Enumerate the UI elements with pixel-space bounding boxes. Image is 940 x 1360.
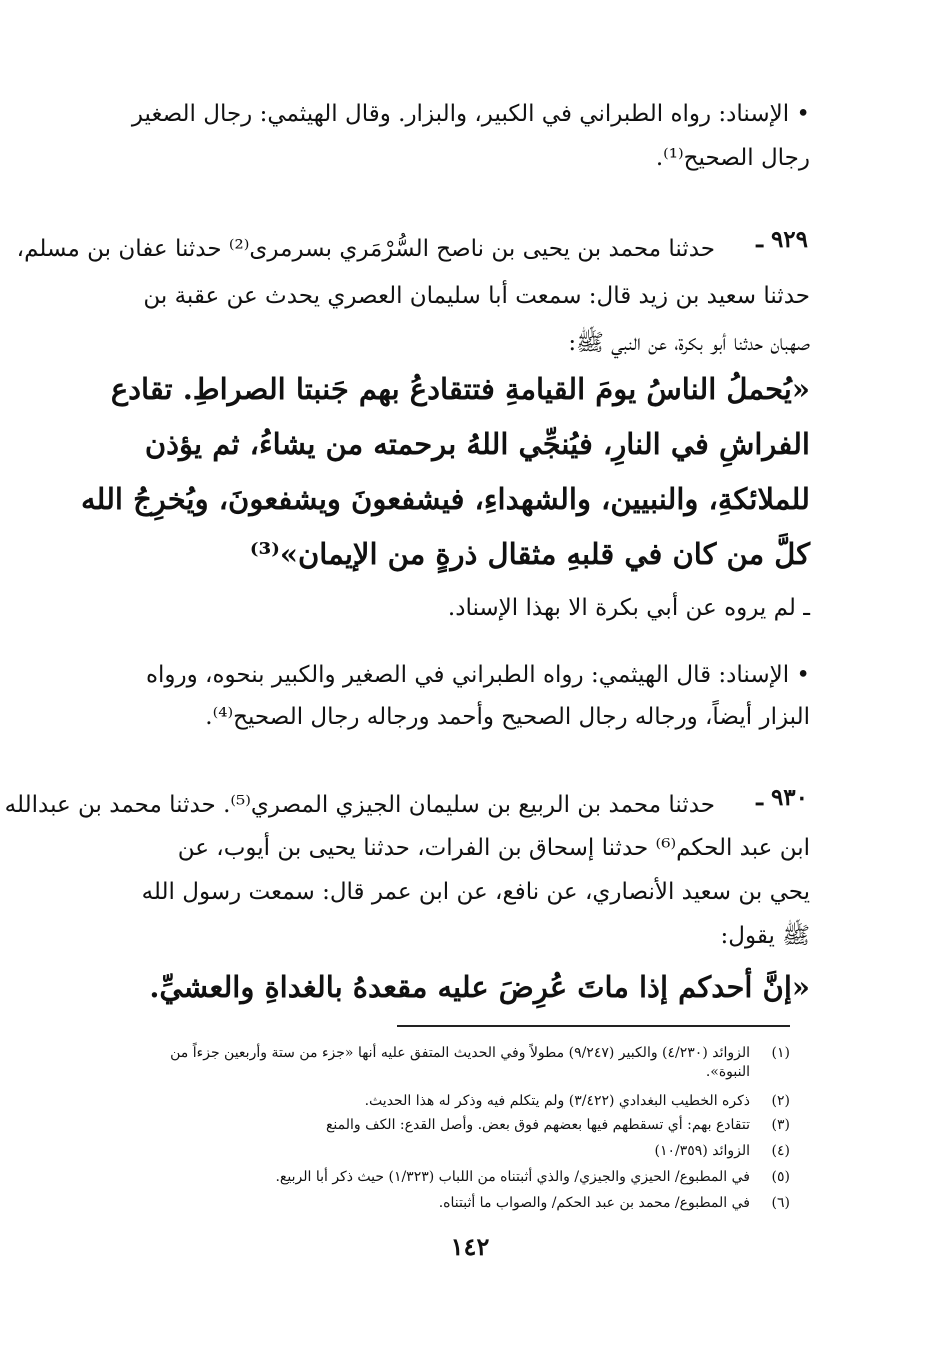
text-line: رجال الصحيح⁽¹⁾.	[655, 145, 810, 171]
text-line: ابن عبد الحكم⁽⁶⁾ حدثنا إسحاق بن الفرات، حدثنا يحيى بن أيوب، عن	[177, 835, 810, 861]
text-line: للملائكةِ، والنبيين، والشهداءِ، فيشفعونَ ويشفعونَ، ويُخرِجُ الله	[80, 482, 810, 516]
footnote-number: (٦)	[771, 1195, 790, 1211]
narration-remark	[70, 588, 810, 628]
footnote-rule	[397, 1025, 790, 1027]
text-line: • الإسناد: قال الهيثمي: رواه الطبراني في الصغير والكبير بنحوه، ورواه	[145, 662, 810, 688]
text-line: حدثنا محمد بن يحيى بن ناصح السُّرْمَري بسرمرى⁽²⁾ حدثنا عفان بن مسلم،	[16, 236, 715, 262]
hadith-930-text	[70, 962, 810, 1012]
footnote-6	[55, 1194, 790, 1213]
footnote-2	[55, 1092, 790, 1111]
isnad-note-1	[70, 92, 810, 180]
text-line: البزار أيضاً، ورجاله رجال الصحيح وأحمد ورجاله رجال الصحيح⁽⁴⁾.	[205, 704, 810, 730]
footnote-text: تتقادع بهم: أي تسقطهم فيها بعضهم فوق بعض. وأصل القدع: الكف والمنع	[325, 1117, 750, 1133]
footnote-text: الزوائد (٤/٢٣٠) والكبير (٩/٢٤٧) مطولاً وفي الحديث المتفق عليه أنها «جزء من ستة وأربعين جزءاً من	[170, 1045, 750, 1061]
footnote-4	[55, 1142, 790, 1161]
text-line: يحي بن سعيد الأنصاري، عن نافع، عن ابن عمر قال: سمعت رسول الله	[141, 879, 810, 905]
footnote-text: الزوائد (١٠/٣٥٩)	[654, 1143, 750, 1159]
text-line: الفراشِ في النارِ، فيُنجِّي اللهُ برحمته من يشاءُ، ثم يؤذن	[144, 427, 810, 461]
hadith-number: ٩٢٩ ـ	[756, 226, 808, 253]
footnote-1	[55, 1044, 790, 1082]
hadith-930-chain-cont	[70, 826, 810, 958]
text-line: حدثنا محمد بن الربيع بن سليمان الجيزي المصري⁽⁵⁾. حدثنا محمد بن عبدالله	[4, 792, 715, 818]
hadith-929-chain-cont	[70, 273, 810, 367]
footnote-text: في المطبوع/ الحيزي والجيزي/ والذي أثبتناه من اللباب (١/٣٢٣) حيث ذكر أبا الربيع.	[275, 1169, 750, 1185]
footnote-number: (٤)	[771, 1143, 790, 1159]
footnote-number: (١)	[771, 1045, 790, 1061]
isnad-note-2	[70, 654, 810, 738]
footnote-number: (٥)	[771, 1169, 790, 1185]
text-line: صهبان حدثنا أبو بكرة، عن النبي ﷺ:	[568, 330, 810, 356]
footnote-text: في المطبوع/ محمد بن عبد الحكم/ والصواب ما أثبتناه.	[438, 1195, 750, 1211]
hadith-929-text	[70, 362, 810, 582]
text-line: كلَّ من كان في قلبهِ مثقال ذرةٍ من الإيمان»⁽³⁾	[249, 537, 810, 571]
hadith-number: ٩٣٠ ـ	[756, 784, 808, 811]
footnote-text-cont: النبوة».	[705, 1064, 750, 1080]
footnote-text: ذكره الخطيب البغدادي (٣/٤٢٢) ولم يتكلم فيه وذكر له هذا الحديث.	[364, 1093, 750, 1109]
text-line: ﷺ يقول:	[720, 923, 810, 949]
text-line: حدثنا سعيد بن زيد قال: سمعت أبا سليمان العصري يحدث عن عقبة بن	[143, 283, 810, 309]
text-line: ـ لم يروه عن أبي بكرة الا بهذا الإسناد.	[447, 595, 810, 621]
footnote-number: (٣)	[771, 1117, 790, 1133]
text-line: • الإسناد: رواه الطبراني في الكبير، والبزار. وقال الهيثمي: رجال الصغير	[131, 101, 810, 127]
text-line: «يُحملُ الناسُ يومَ القيامةِ فتتقادعُ بهم جَنبتا الصراطِ. تقادع	[110, 372, 810, 406]
footnote-number: (٢)	[771, 1093, 790, 1109]
footnote-3	[55, 1116, 790, 1135]
footnote-5	[55, 1168, 790, 1187]
text-line: «إنَّ أحدكم إذا ماتَ عُرِضَ عليه مقعدهُ بالغداةِ والعشيِّ.	[149, 970, 810, 1004]
page-number: ١٤٢	[450, 1232, 490, 1261]
hadith-929-chain	[16, 226, 715, 273]
hadith-930-chain	[4, 784, 715, 826]
